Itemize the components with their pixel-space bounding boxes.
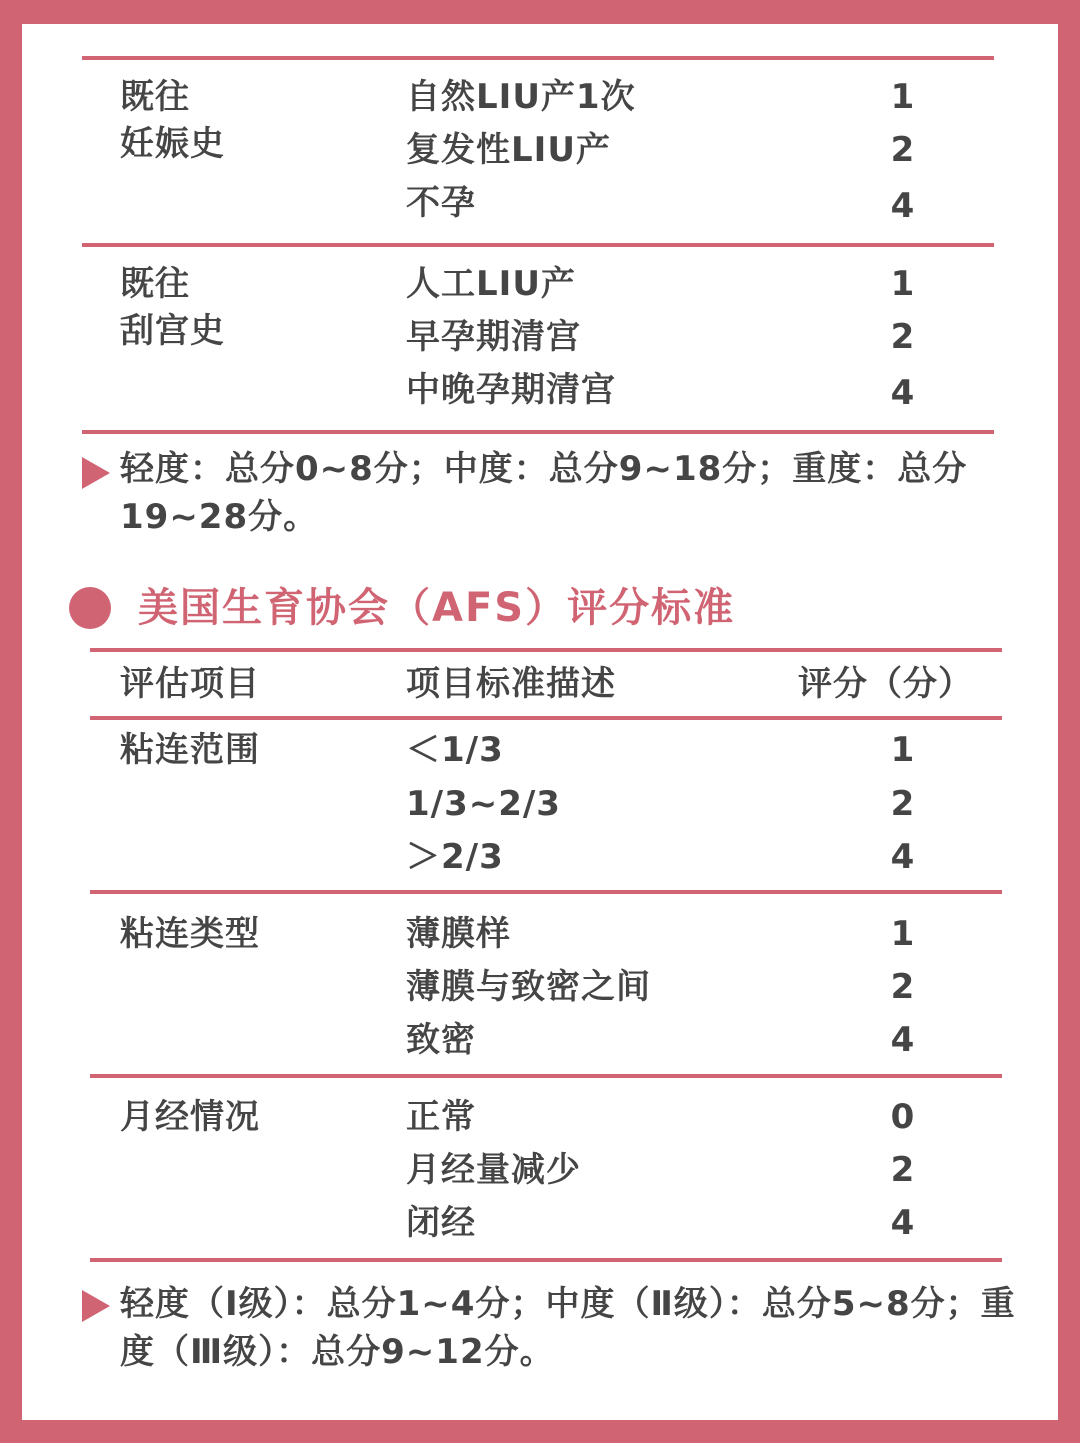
criterion-description: 中晚孕期清宫 bbox=[406, 370, 616, 410]
score-value: 2 bbox=[890, 1150, 916, 1190]
score-value: 4 bbox=[890, 186, 916, 226]
criterion-description: 不孕 bbox=[406, 183, 476, 223]
table-rule bbox=[82, 430, 994, 434]
score-value: 4 bbox=[890, 1020, 916, 1060]
table-rule bbox=[90, 716, 1002, 720]
score-value: 1 bbox=[890, 914, 916, 954]
note-triangle-icon bbox=[82, 1290, 110, 1322]
score-value: 1 bbox=[890, 730, 916, 770]
severity-note: 轻度（Ⅰ级）：总分1~4分；中度（Ⅱ级）：总分5~8分；重度（Ⅲ级）：总分9~12分。 bbox=[120, 1284, 1016, 1372]
score-value: 1 bbox=[890, 77, 916, 117]
criterion-description: 1/3~2/3 bbox=[406, 784, 561, 824]
section-title: 美国生育协会（AFS）评分标准 bbox=[138, 585, 736, 631]
section-bullet-icon bbox=[69, 587, 111, 629]
severity-note: 轻度：总分0~8分；中度：总分9~18分；重度：总分19~28分。 bbox=[120, 449, 968, 537]
criterion-description: 正常 bbox=[406, 1097, 476, 1137]
category-label: 刮宫史 bbox=[120, 311, 225, 351]
criterion-description: 自然LIU产1次 bbox=[406, 77, 636, 117]
score-value: 2 bbox=[890, 130, 916, 170]
category-label: 月经情况 bbox=[120, 1097, 260, 1137]
table-header: 项目标准描述 bbox=[406, 664, 616, 704]
criterion-description: ＞2/3 bbox=[406, 837, 504, 877]
criterion-description: 致密 bbox=[406, 1020, 476, 1060]
table-rule bbox=[90, 648, 1002, 652]
table-rule bbox=[90, 1258, 1002, 1262]
score-value: 2 bbox=[890, 317, 916, 357]
criterion-description: 复发性LIU产 bbox=[406, 130, 611, 170]
score-value: 4 bbox=[890, 837, 916, 877]
table-rule bbox=[90, 890, 1002, 894]
table-rule bbox=[82, 243, 994, 247]
category-label: 粘连范围 bbox=[120, 730, 260, 770]
category-label: 妊娠史 bbox=[120, 124, 225, 164]
criterion-description: 薄膜样 bbox=[406, 914, 511, 954]
table-header: 评估项目 bbox=[120, 664, 260, 704]
category-label: 既往 bbox=[120, 264, 190, 304]
criterion-description: 闭经 bbox=[406, 1203, 476, 1243]
content-card bbox=[22, 24, 1058, 1420]
score-value: 2 bbox=[890, 784, 916, 824]
score-value: 4 bbox=[890, 1203, 916, 1243]
criterion-description: ＜1/3 bbox=[406, 730, 504, 770]
score-value: 1 bbox=[890, 264, 916, 304]
table-header: 评分（分） bbox=[798, 664, 973, 704]
score-value: 2 bbox=[890, 967, 916, 1007]
note-triangle-icon bbox=[82, 457, 110, 489]
criterion-description: 早孕期清宫 bbox=[406, 317, 581, 357]
score-value: 0 bbox=[890, 1097, 916, 1137]
criterion-description: 月经量减少 bbox=[406, 1150, 581, 1190]
table-rule bbox=[82, 56, 994, 60]
category-label: 既往 bbox=[120, 77, 190, 117]
table-rule bbox=[90, 1074, 1002, 1078]
criterion-description: 薄膜与致密之间 bbox=[406, 967, 651, 1007]
score-value: 4 bbox=[890, 373, 916, 413]
criterion-description: 人工LIU产 bbox=[406, 264, 576, 304]
category-label: 粘连类型 bbox=[120, 914, 260, 954]
